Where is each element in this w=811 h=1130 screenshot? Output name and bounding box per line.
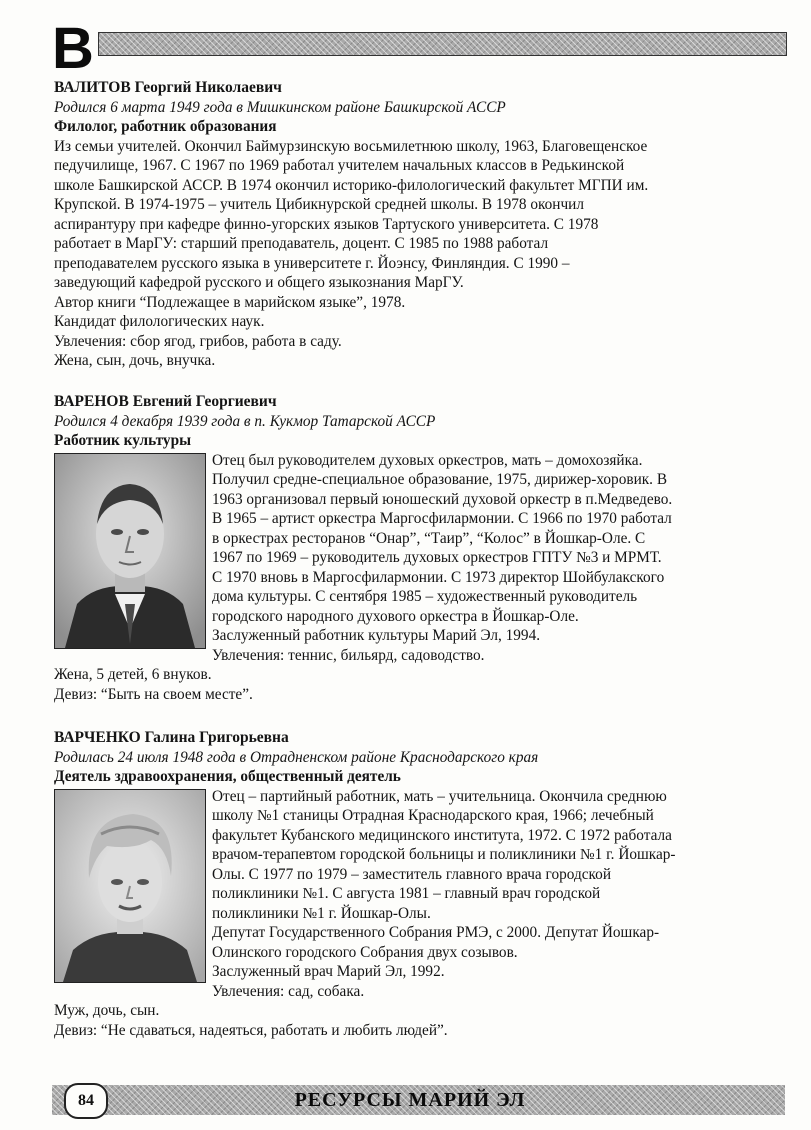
text-line: преподавателем русского языка в университете г. Йоэнсу, Финляндия. С 1990 –	[54, 254, 570, 272]
text-line: Муж, дочь, сын.	[54, 1002, 160, 1019]
entry-name: ВАРЕНОВ Евгений Георгиевич	[54, 393, 277, 410]
text-line: Заслуженный врач Марий Эл, 1992.	[212, 963, 445, 980]
text-line: Увлечения: теннис, бильярд, садоводство.	[212, 646, 485, 664]
section-letter: В	[52, 16, 94, 81]
text-line: Автор книги “Подлежащее в марийском языке”, 1978.	[54, 293, 406, 311]
text-line: Девиз: “Не сдаваться, надеяться, работать и любить людей”.	[54, 1021, 448, 1039]
text-line: Из семьи учителей. Окончил Баймурзинскую восьмилетнюю школу, 1963, Благовещенское	[54, 137, 648, 155]
text-line: Крупской. В 1974-1975 – учитель Цибикнурской средней школы. В 1978 окончил	[54, 196, 585, 213]
entry-profession: Работник культуры	[54, 432, 192, 449]
entry-text	[54, 137, 770, 371]
entry-name: ВАРЧЕНКО Галина Григорьевна	[54, 729, 289, 746]
text-line: Увлечения: сад, собака.	[212, 982, 365, 1000]
entry-birth: Родился 6 марта 1949 года в Мишкинском районе Башкирской АССР	[54, 98, 506, 116]
text-line: дома культуры. С сентября 1985 – художественный руководитель	[212, 588, 638, 605]
page-number: 84	[64, 1083, 108, 1119]
entry-body	[54, 787, 770, 1002]
text-line: Заслуженный работник культуры Марий Эл, 1994.	[212, 627, 541, 644]
text-line: Олы. С 1977 по 1979 – заместитель главного врача городской	[212, 865, 612, 883]
text-line: аспирантуру при кафедре финно-угорских языков Тартуского университета. С 1978	[54, 215, 599, 233]
header-band	[98, 32, 787, 56]
text-line: Получил средне-специальное образование, 1975, дирижер-хоровик. В	[212, 471, 668, 488]
entry-text	[212, 787, 770, 1002]
entry-name: ВАЛИТОВ Георгий Николаевич	[54, 79, 282, 96]
text-line: В 1965 – артист оркестра Маргосфилармонии. С 1966 по 1970 работал	[212, 510, 672, 527]
text-line: Кандидат филологических наук.	[54, 313, 265, 330]
footer-title: РЕСУРСЫ МАРИЙ ЭЛ	[294, 1089, 526, 1111]
text-line: городского народного духового оркестра в Йошкар-Оле.	[212, 607, 579, 625]
entry-varenov	[54, 392, 770, 704]
text-line: факультет Кубанского медицинского института, 1972. С 1972 работала	[212, 826, 672, 844]
text-line: поликлиники №1 г. Йошкар-Олы.	[212, 904, 431, 922]
portrait-man-image	[55, 454, 205, 648]
text-line: школу №1 станицы Отрадная Краснодарского края, 1966; лечебный	[212, 807, 654, 824]
text-line: 1967 по 1969 – руководитель духовых оркестров ГПТУ №3 и МРМТ.	[212, 549, 662, 566]
entry-text	[212, 451, 770, 666]
text-line: Увлечения: сбор ягод, грибов, работа в саду.	[54, 332, 342, 350]
text-line: Отец – партийный работник, мать – учительница. Окончила среднюю	[212, 787, 667, 805]
text-line: врачом-терапевтом городской больницы и поликлиники №1 г. Йошкар-	[212, 846, 676, 863]
entry-footer-text	[54, 1001, 770, 1040]
entry-profession: Деятель здравоохранения, общественный деятель	[54, 768, 401, 785]
entry-birth: Родилась 24 июля 1948 года в Отрадненском районе Краснодарского края	[54, 748, 539, 766]
portrait-woman-image	[55, 790, 205, 982]
text-line: Депутат Государственного Собрания РМЭ, с 2000. Депутат Йошкар-	[212, 924, 660, 941]
entry-body	[54, 451, 770, 666]
text-line: 1963 организовал первый юношеский духовой оркестр в п.Медведево.	[212, 490, 673, 508]
text-line: Жена, сын, дочь, внучка.	[54, 352, 216, 369]
text-line: работает в МарГУ: старший преподаватель, доцент. С 1985 по 1988 работал	[54, 235, 549, 252]
portrait-photo	[54, 789, 206, 983]
text-line: заведующий кафедрой русского и общего языкознания МарГУ.	[54, 274, 464, 291]
text-line: С 1970 вновь в Маргосфилармонии. С 1973 директор Шойбулакского	[212, 568, 665, 586]
entry-profession: Филолог, работник образования	[54, 118, 277, 135]
text-line: Жена, 5 детей, 6 внуков.	[54, 666, 212, 683]
portrait-photo	[54, 453, 206, 649]
text-line: поликлиники №1. С августа 1981 – главный врач городской	[212, 885, 601, 902]
entry-varchenko	[54, 728, 770, 1040]
text-line: в оркестрах ресторанов “Онар”, “Таир”, “Колос” в Йошкар-Оле. С	[212, 529, 646, 547]
text-line: педучилище, 1967. С 1967 по 1969 работал учителем начальных классов в Редькинской	[54, 157, 625, 174]
entry-birth: Родился 4 декабря 1939 года в п. Кукмор Татарской АССР	[54, 412, 436, 430]
text-line: Олинского городского Собрания двух созывов.	[212, 943, 518, 961]
text-line: Девиз: “Быть на своем месте”.	[54, 685, 253, 703]
text-line: школе Башкирской АССР. В 1974 окончил историко-филологический факультет МГПИ им.	[54, 176, 649, 194]
entry-valitov	[54, 78, 770, 371]
entry-footer-text	[54, 665, 770, 704]
text-line: Отец был руководителем духовых оркестров, мать – домохозяйка.	[212, 451, 643, 469]
